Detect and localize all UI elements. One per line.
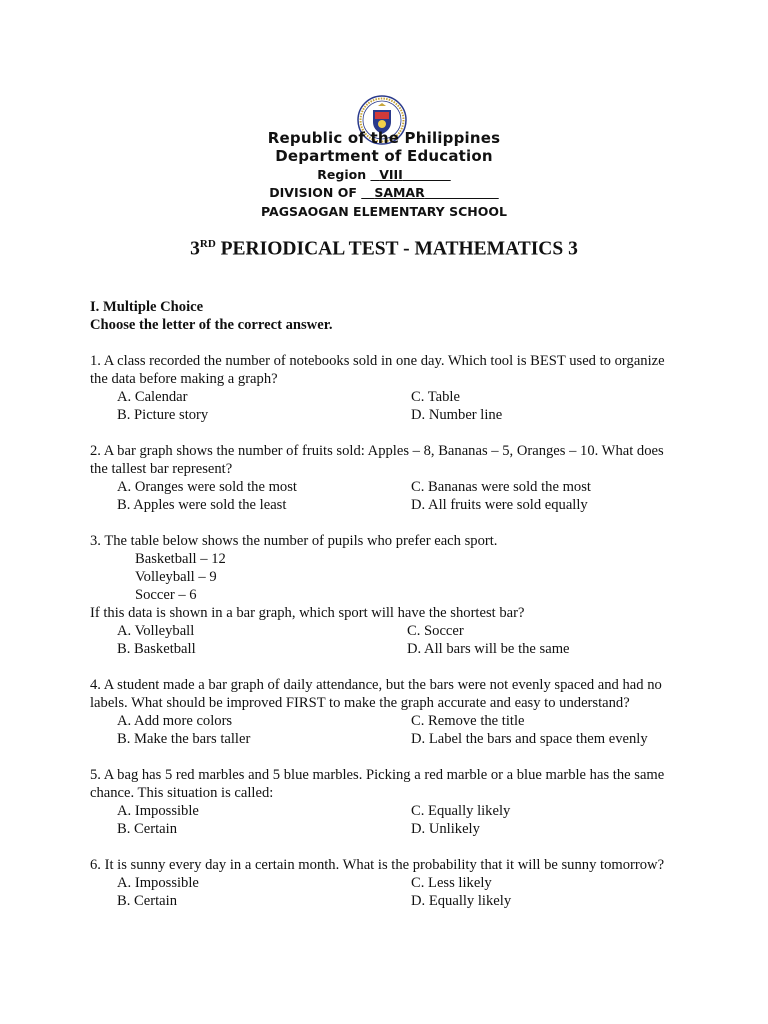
option-c: C. Table [411,389,460,405]
answer-options [90,478,680,514]
header-department: Department of Education [275,147,493,165]
option-c: C. Equally likely [411,803,511,819]
test-title: 3RD PERIODICAL TEST - MATHEMATICS 3 [190,238,578,260]
option-b: B. Apples were sold the least [117,497,287,513]
header-school: PAGSAOGAN ELEMENTARY SCHOOL [261,204,507,219]
data-line: Soccer – 6 [135,587,197,603]
question-4 [90,676,680,748]
question-1 [90,352,680,424]
option-a: A. Impossible [117,875,199,891]
question-text: 5. A bag has 5 red marbles and 5 blue marbles. Picking a red marble or a blue marble has the same chance. This situation is called: [90,767,665,801]
option-d: D. Number line [411,407,503,423]
question-text: 6. It is sunny every day in a certain month. What is the probability that it will be sunny tomorrow? [90,857,665,873]
answer-options [90,874,680,910]
answer-options [90,802,680,838]
region-value: VIII [379,167,403,182]
option-c: C. Remove the title [411,713,525,729]
section-instruction: Choose the letter of the correct answer. [90,317,333,333]
data-line: Volleyball – 9 [135,569,217,585]
question-text: 3. The table below shows the number of pupils who prefer each sport. [90,533,498,549]
option-d: D. All bars will be the same [407,641,570,657]
header-division [0,185,768,200]
option-b: B. Certain [117,821,177,837]
option-c: C. Soccer [407,623,464,639]
division-value: SAMAR [374,185,425,200]
question-5 [90,766,680,838]
answer-options [90,622,680,658]
title-superscript: RD [199,238,216,250]
option-d: D. All fruits were sold equally [411,497,588,513]
question-6 [90,856,680,910]
header-region [0,167,768,182]
question-2 [90,442,680,514]
option-c: C. Bananas were sold the most [411,479,591,495]
option-a: A. Impossible [117,803,199,819]
option-b: B. Make the bars taller [117,731,251,747]
option-d: D. Equally likely [411,893,512,909]
question-text: 4. A student made a bar graph of daily attendance, but the bars were not evenly spaced and had no labels. What should be improved FIRST to make the graph accurate and easy to understand? [90,677,662,711]
option-b: B. Certain [117,893,177,909]
option-d: D. Unlikely [411,821,480,837]
header-republic: Republic of the Philippines [267,129,501,147]
question-text: 1. A class recorded the number of notebooks sold in one day. Which tool is BEST used to organize the data before making a graph? [90,353,665,387]
option-a: A. Oranges were sold the most [117,479,297,495]
option-b: B. Picture story [117,407,209,423]
answer-options [90,388,680,424]
question-3 [90,532,680,658]
sport-data-list [90,550,680,604]
region-label: Region [317,167,367,182]
option-a: A. Calendar [117,389,188,405]
test-content [90,298,680,910]
option-c: C. Less likely [411,875,492,891]
answer-options [90,712,680,748]
option-d: D. Label the bars and space them evenly [411,731,648,747]
option-b: B. Basketball [117,641,196,657]
data-line: Basketball – 12 [135,551,226,567]
division-label: DIVISION OF [269,185,357,200]
question-text: 2. A bar graph shows the number of fruits sold: Apples – 8, Bananas – 5, Oranges – 10. What does the tallest bar represent? [90,443,664,477]
section-title: I. Multiple Choice [90,299,204,315]
question-text-followup: If this data is shown in a bar graph, which sport will have the shortest bar? [90,605,525,621]
option-a: A. Volleyball [117,623,195,639]
option-a: A. Add more colors [117,713,233,729]
